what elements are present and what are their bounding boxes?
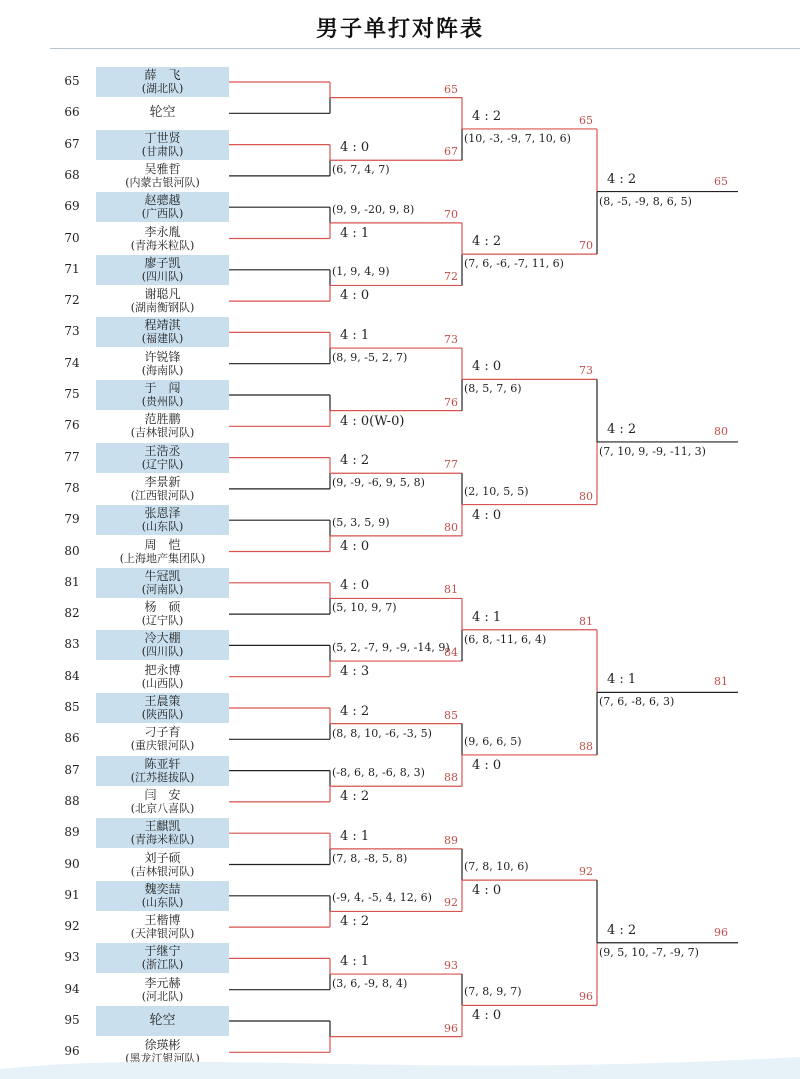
- player-team: (重庆银河队): [130, 739, 195, 753]
- seed-number: 66: [64, 105, 80, 120]
- seed-number: 83: [64, 637, 80, 652]
- match-detail: (1, 9, 4, 9): [332, 265, 390, 279]
- player-team: (福建队): [141, 332, 184, 346]
- match-winner: 76: [444, 395, 458, 409]
- seed-number: 74: [64, 355, 80, 370]
- player-name: 张恩泽: [144, 506, 181, 521]
- match-detail: (6, 7, 4, 7): [332, 163, 390, 177]
- player-name: 魏奕喆: [144, 881, 181, 896]
- player-team: (广西队): [141, 207, 184, 221]
- match-winner: 70: [444, 207, 458, 221]
- match-score: 4 : 2: [472, 108, 502, 124]
- seed-number: 92: [64, 919, 80, 934]
- match-winner: 65: [444, 82, 458, 96]
- player-team: (天津银河队): [130, 927, 195, 941]
- match-score: 4 : 0: [472, 883, 502, 899]
- player-entry: [96, 411, 229, 441]
- player-name: 赵骢越: [144, 193, 181, 208]
- seed-number: 95: [64, 1013, 80, 1027]
- match-winner: 65: [714, 174, 728, 188]
- player-name: 王浩丞: [144, 443, 181, 458]
- player-name: 廖子凯: [144, 255, 181, 270]
- match-detail: (8, 8, 10, -6, -3, 5): [332, 726, 432, 740]
- seed-number: 77: [64, 449, 80, 464]
- player-team: (河南队): [141, 582, 184, 596]
- player-entry: [96, 224, 229, 254]
- player-name: 薛 飞: [144, 68, 181, 82]
- match-winner: 77: [444, 458, 458, 472]
- player-team: (海南队): [141, 363, 184, 377]
- player-team: (青海米粒队): [130, 238, 195, 252]
- match-detail: (10, -3, -9, 7, 10, 6): [464, 131, 571, 145]
- match-score: 4 : 0: [472, 359, 502, 375]
- match-winner: 96: [579, 990, 593, 1004]
- match-detail: (9, 9, -20, 9, 8): [332, 202, 415, 216]
- player-name: 杨 硕: [144, 600, 181, 615]
- seed-number: 96: [64, 1044, 80, 1059]
- match-detail: (8, 5, 7, 6): [464, 382, 522, 396]
- match-detail: (7, 8, 10, 6): [464, 860, 529, 874]
- player-entry: [96, 443, 229, 473]
- match-winner: 84: [444, 646, 458, 660]
- player-name: 范胜鹏: [144, 412, 181, 427]
- match-winner: 70: [579, 239, 593, 253]
- player-entry: [96, 380, 229, 410]
- player-name: 程靖淇: [144, 318, 181, 333]
- seed-number: 78: [64, 480, 80, 495]
- player-entry: [96, 912, 229, 942]
- match-winner: 88: [579, 739, 593, 753]
- match-winner: 73: [579, 364, 593, 378]
- player-entry: [96, 474, 229, 504]
- player-team: (河北队): [141, 989, 184, 1003]
- decorative-wave: [0, 1039, 800, 1079]
- player-name: 陈亚轩: [144, 756, 181, 771]
- player-entry: [96, 505, 229, 535]
- seed-number: 80: [64, 543, 80, 558]
- seed-number: 70: [64, 230, 80, 245]
- match-winner: 88: [444, 771, 458, 785]
- match-detail: (2, 10, 5, 5): [464, 484, 529, 498]
- seed-number: 79: [64, 512, 80, 527]
- match-score: 4 : 0(W-0): [340, 413, 405, 429]
- match-winner: 96: [714, 925, 728, 939]
- player-name: 王麒凯: [144, 819, 181, 834]
- player-team: (黑龙江银河队): [125, 1052, 200, 1066]
- seed-number: 82: [64, 606, 80, 621]
- player-entry: [96, 724, 229, 754]
- player-team: (四川队): [141, 645, 184, 659]
- player-entry: [96, 255, 229, 285]
- player-team: (吉林银河队): [130, 426, 195, 440]
- match-score: 4 : 2: [607, 421, 637, 437]
- player-name: 徐瑛彬: [144, 1038, 181, 1053]
- match-detail: (7, 8, -8, 5, 8): [332, 851, 408, 865]
- match-score: 4 : 2: [340, 914, 370, 930]
- player-name: 牛冠凯: [144, 568, 181, 583]
- player-name: 丁世贤: [144, 130, 181, 145]
- match-winner: 81: [714, 675, 728, 689]
- match-winner: 93: [444, 959, 458, 973]
- match-detail: (5, 3, 5, 9): [332, 515, 390, 529]
- match-winner: 67: [444, 145, 458, 159]
- match-winner: 81: [579, 614, 593, 628]
- player-entry: [96, 787, 229, 817]
- seed-number: 86: [64, 731, 80, 746]
- seed-number: 88: [64, 793, 80, 808]
- seed-number: 71: [64, 261, 80, 276]
- match-score: 4 : 1: [472, 609, 502, 625]
- match-score: 4 : 3: [340, 664, 370, 680]
- player-team: (湖南衡钢队): [130, 301, 195, 315]
- match-detail: (7, 10, 9, -9, -11, 3): [599, 444, 706, 458]
- match-winner: 80: [714, 424, 728, 438]
- player-entry: [96, 161, 229, 191]
- match-detail: (7, 6, -8, 6, 3): [599, 695, 675, 709]
- player-team: (陕西队): [141, 708, 184, 721]
- match-score: 4 : 0: [340, 578, 370, 594]
- player-entry: [96, 130, 229, 160]
- player-team: (贵州队): [141, 395, 184, 408]
- player-name: 轮空: [149, 105, 176, 121]
- match-winner: 72: [444, 270, 458, 284]
- player-entry: [96, 818, 229, 848]
- match-winner: 80: [579, 489, 593, 503]
- seed-number: 68: [64, 167, 80, 182]
- seed-number: 89: [64, 825, 80, 840]
- seed-number: 73: [64, 324, 80, 339]
- player-entry: [96, 537, 229, 567]
- player-name: 于 闯: [144, 381, 181, 395]
- seed-number: 93: [64, 950, 80, 965]
- player-name: 周 恺: [144, 537, 181, 552]
- match-score: 4 : 2: [340, 789, 370, 805]
- player-team: (吉林银河队): [130, 864, 195, 878]
- seed-number: 65: [64, 74, 80, 88]
- player-name: 李景新: [144, 474, 181, 489]
- match-detail: (9, 5, 10, -7, -9, 7): [599, 945, 699, 959]
- player-entry: [96, 599, 229, 629]
- player-entry: [96, 693, 229, 723]
- player-team: (内蒙古银河队): [125, 175, 200, 189]
- player-name: 吴雅哲: [144, 161, 181, 176]
- player-team: (湖北队): [141, 82, 184, 95]
- match-winner: 65: [579, 113, 593, 127]
- match-detail: (5, 2, -7, 9, -9, -14, 9): [332, 641, 450, 655]
- match-score: 4 : 1: [340, 954, 370, 970]
- seed-number: 67: [64, 136, 80, 151]
- player-team: (青海米粒队): [130, 833, 195, 847]
- player-team: (浙江队): [141, 958, 184, 972]
- player-team: (江苏挺拔队): [130, 770, 195, 784]
- player-name: 刘子硕: [144, 850, 181, 865]
- player-name: 冷大棚: [144, 631, 181, 646]
- player-entry: [96, 286, 229, 316]
- player-team: (上海地产集团队): [119, 551, 206, 565]
- player-entry: [96, 881, 229, 911]
- match-detail: (7, 6, -6, -7, 11, 6): [464, 257, 564, 271]
- player-entry: [96, 975, 229, 1005]
- match-detail: (3, 6, -9, 8, 4): [332, 977, 408, 991]
- player-team: (辽宁队): [141, 457, 184, 471]
- player-entry: [96, 1006, 229, 1036]
- player-name: 于继宁: [144, 944, 181, 959]
- seed-number: 81: [64, 574, 80, 589]
- seed-number: 94: [64, 981, 80, 996]
- match-score: 4 : 0: [340, 288, 370, 304]
- player-name: 轮空: [149, 1013, 176, 1028]
- player-team: (甘肃队): [141, 144, 184, 158]
- player-name: 谢聪凡: [144, 287, 181, 302]
- player-entry: [96, 630, 229, 660]
- match-score: 4 : 2: [340, 703, 370, 719]
- match-detail: (-8, 6, 8, -6, 8, 3): [332, 766, 425, 780]
- player-name: 刁子育: [144, 725, 181, 740]
- player-entry: [96, 568, 229, 598]
- seed-number: 91: [64, 887, 80, 902]
- seed-number: 72: [64, 293, 80, 308]
- match-score: 4 : 2: [340, 453, 370, 469]
- match-score: 4 : 0: [340, 538, 370, 554]
- player-team: (山西队): [141, 676, 184, 690]
- player-entry: [96, 850, 229, 880]
- match-detail: (-9, 4, -5, 4, 12, 6): [332, 891, 432, 905]
- seed-number: 84: [64, 668, 80, 683]
- match-detail: (8, 9, -5, 2, 7): [332, 351, 408, 365]
- match-score: 4 : 0: [340, 140, 370, 156]
- player-team: (四川队): [141, 269, 184, 283]
- match-score: 4 : 2: [607, 171, 637, 187]
- player-team: (江西银河队): [130, 488, 195, 502]
- seed-number: 87: [64, 762, 80, 777]
- seed-number: 90: [64, 856, 80, 871]
- player-name: 把永博: [144, 662, 181, 677]
- player-entry: [96, 192, 229, 222]
- match-score: 4 : 0: [472, 757, 502, 773]
- match-detail: (5, 10, 9, 7): [332, 601, 397, 615]
- match-score: 4 : 1: [340, 225, 370, 241]
- page-title: 男子单打对阵表: [315, 17, 484, 42]
- match-winner: 85: [444, 708, 458, 722]
- player-entry: [96, 317, 229, 347]
- player-name: 李永胤: [144, 224, 181, 239]
- seed-number: 85: [64, 700, 80, 714]
- player-name: 李元赫: [144, 975, 181, 990]
- match-detail: (8, -5, -9, 8, 6, 5): [599, 194, 692, 208]
- match-winner: 80: [444, 520, 458, 534]
- player-team: (北京八喜队): [130, 801, 195, 815]
- player-name: 王楷博: [144, 913, 181, 928]
- seed-number: 69: [64, 199, 80, 214]
- match-score: 4 : 1: [607, 672, 637, 688]
- player-entry: [96, 349, 229, 379]
- seed-number: 76: [64, 418, 80, 433]
- player-name: 许锐锋: [144, 349, 181, 364]
- player-name: 闫 安: [144, 787, 181, 802]
- match-score: 4 : 1: [340, 328, 370, 344]
- match-detail: (9, 6, 6, 5): [464, 734, 522, 748]
- match-winner: 92: [579, 865, 593, 879]
- match-winner: 73: [444, 333, 458, 347]
- match-winner: 81: [444, 583, 458, 597]
- match-detail: (6, 8, -11, 6, 4): [464, 632, 547, 646]
- match-winner: 92: [444, 896, 458, 910]
- player-entry: [96, 67, 229, 97]
- match-score: 4 : 0: [472, 1008, 502, 1024]
- match-score: 4 : 2: [607, 922, 637, 938]
- player-team: (辽宁队): [141, 614, 184, 628]
- match-score: 4 : 2: [472, 234, 502, 250]
- match-winner: 89: [444, 833, 458, 847]
- match-detail: (7, 8, 9, 7): [464, 985, 522, 999]
- player-entry: [96, 98, 229, 128]
- player-entry: [96, 756, 229, 786]
- match-score: 4 : 0: [472, 507, 502, 523]
- match-score: 4 : 1: [340, 828, 370, 844]
- match-winner: 96: [444, 1021, 458, 1035]
- player-name: 王晨策: [144, 694, 181, 708]
- player-team: (山东队): [141, 895, 184, 909]
- player-entry: [96, 662, 229, 692]
- player-team: (山东队): [141, 520, 184, 534]
- player-entry: [96, 943, 229, 973]
- match-detail: (9, -9, -6, 9, 5, 8): [332, 476, 425, 490]
- seed-number: 75: [64, 387, 80, 401]
